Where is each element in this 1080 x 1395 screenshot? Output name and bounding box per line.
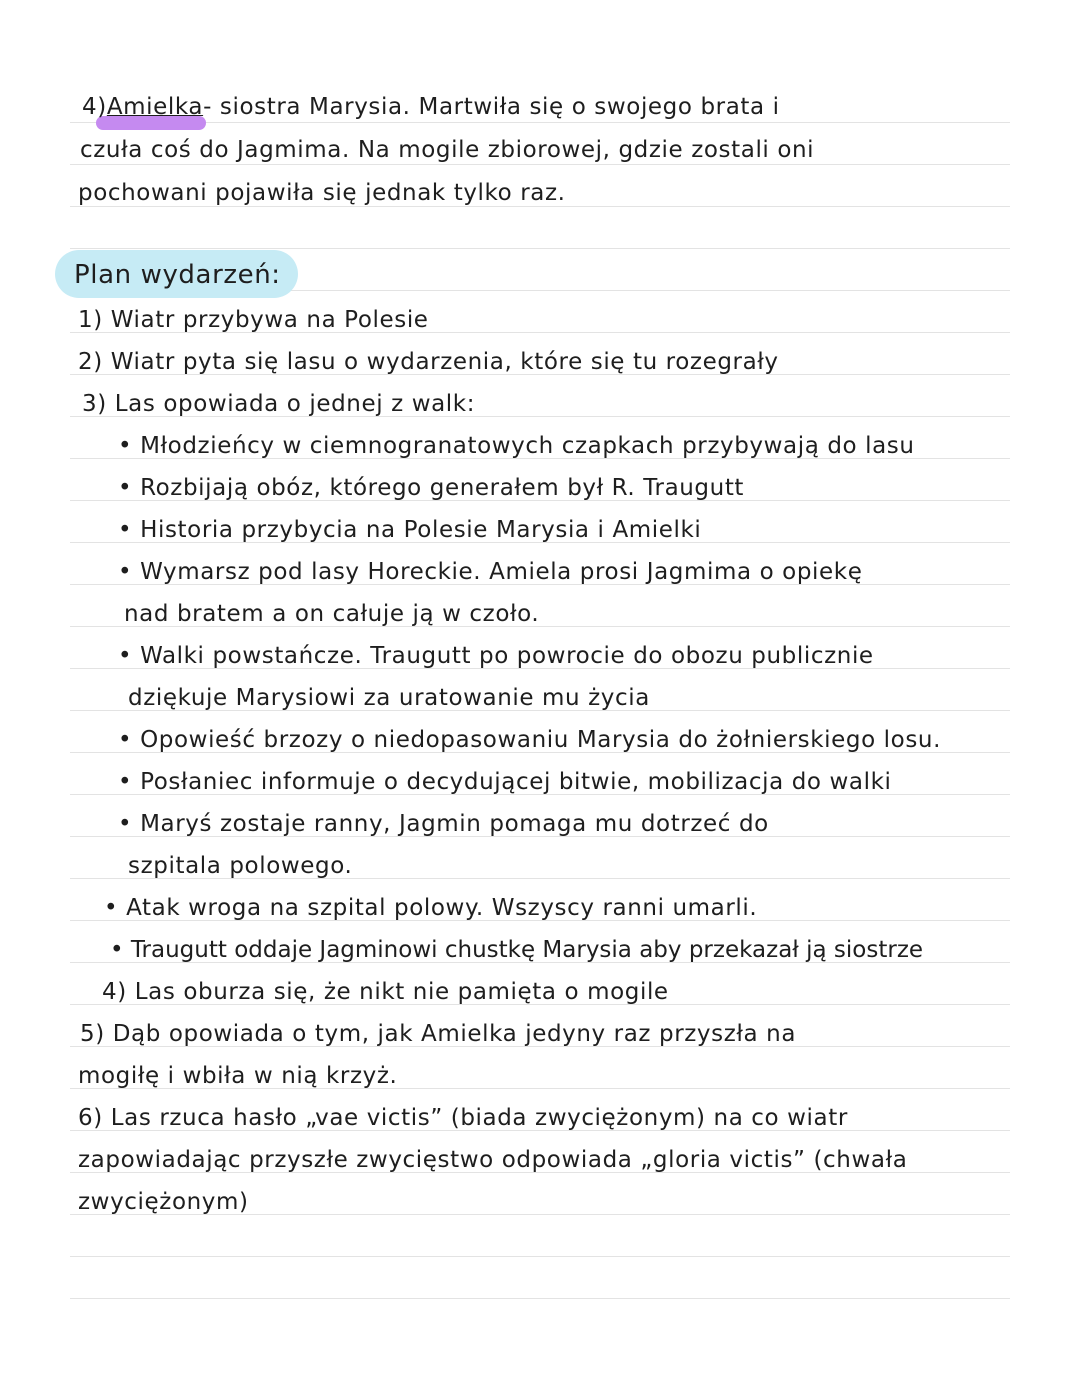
intro-line-3: pochowani pojawiła się jednak tylko raz. bbox=[78, 180, 566, 206]
intro-line-2: czuła coś do Jagmima. Na mogile zbiorowej, gdzie zostali oni bbox=[80, 137, 815, 163]
rule-line bbox=[70, 122, 1010, 123]
plan-bullet: • Posłaniec informuje o decydującej bitwie, mobilizacja do walki bbox=[118, 769, 892, 795]
rule-line bbox=[70, 248, 1010, 249]
plan-line-cont: zwyciężonym) bbox=[78, 1189, 249, 1215]
plan-bullet: • Walki powstańcze. Traugutt po powrocie do obozu publicznie bbox=[118, 643, 874, 669]
plan-bullet: • Historia przybycia na Polesie Marysia i Amielki bbox=[118, 517, 702, 543]
plan-bullet: • Wymarsz pod lasy Horeckie. Amiela prosi Jagmima o opiekę bbox=[118, 559, 863, 585]
plan-line: 1) Wiatr przybywa na Polesie bbox=[78, 307, 429, 333]
plan-bullet-cont: szpitala polowego. bbox=[128, 853, 353, 879]
plan-line: 4) Las oburza się, że nikt nie pamięta o mogile bbox=[102, 979, 669, 1005]
plan-title: Plan wydarzeń: bbox=[74, 260, 281, 290]
rule-line bbox=[70, 1256, 1010, 1257]
plan-bullet: • Traugutt oddaje Jagminowi chustkę Marysia aby przekazał ją siostrze bbox=[110, 937, 924, 963]
intro-number: 4) bbox=[82, 94, 107, 120]
plan-bullet: • Atak wroga na szpital polowy. Wszyscy ranni umarli. bbox=[104, 895, 758, 921]
plan-line: 2) Wiatr pyta się lasu o wydarzenia, które się tu rozegrały bbox=[78, 349, 779, 375]
intro-rest: - siostra Marysia. Martwiła się o swojego brata i bbox=[203, 94, 780, 120]
rule-line bbox=[70, 1298, 1010, 1299]
plan-bullet-cont: dziękuje Marysiowi za uratowanie mu życia bbox=[128, 685, 650, 711]
plan-bullet-cont: nad bratem a on całuje ją w czoło. bbox=[124, 601, 540, 627]
plan-line-cont: mogiłę i wbiła w nią krzyż. bbox=[78, 1063, 398, 1089]
plan-line-cont: zapowiadając przyszłe zwycięstwo odpowiada „gloria victis” (chwała bbox=[78, 1147, 908, 1173]
plan-line: 5) Dąb opowiada o tym, jak Amielka jedyny raz przyszła na bbox=[80, 1021, 797, 1047]
plan-bullet: • Maryś zostaje ranny, Jagmin pomaga mu dotrzeć do bbox=[118, 811, 769, 837]
intro-line-1 bbox=[82, 92, 780, 122]
plan-bullet: • Opowieść brzozy o niedopasowaniu Marysia do żołnierskiego losu. bbox=[118, 727, 941, 753]
plan-bullet: • Młodzieńcy w ciemnogranatowych czapkach przybywają do lasu bbox=[118, 433, 915, 459]
plan-bullet: • Rozbijają obóz, którego generałem był R. Traugutt bbox=[118, 475, 745, 501]
plan-line: 3) Las opowiada o jednej z walk: bbox=[82, 391, 476, 417]
intro-name: Amielka bbox=[106, 94, 204, 120]
plan-line: 6) Las rzuca hasło „vae victis” (biada zwyciężonym) na co wiatr bbox=[78, 1105, 848, 1131]
